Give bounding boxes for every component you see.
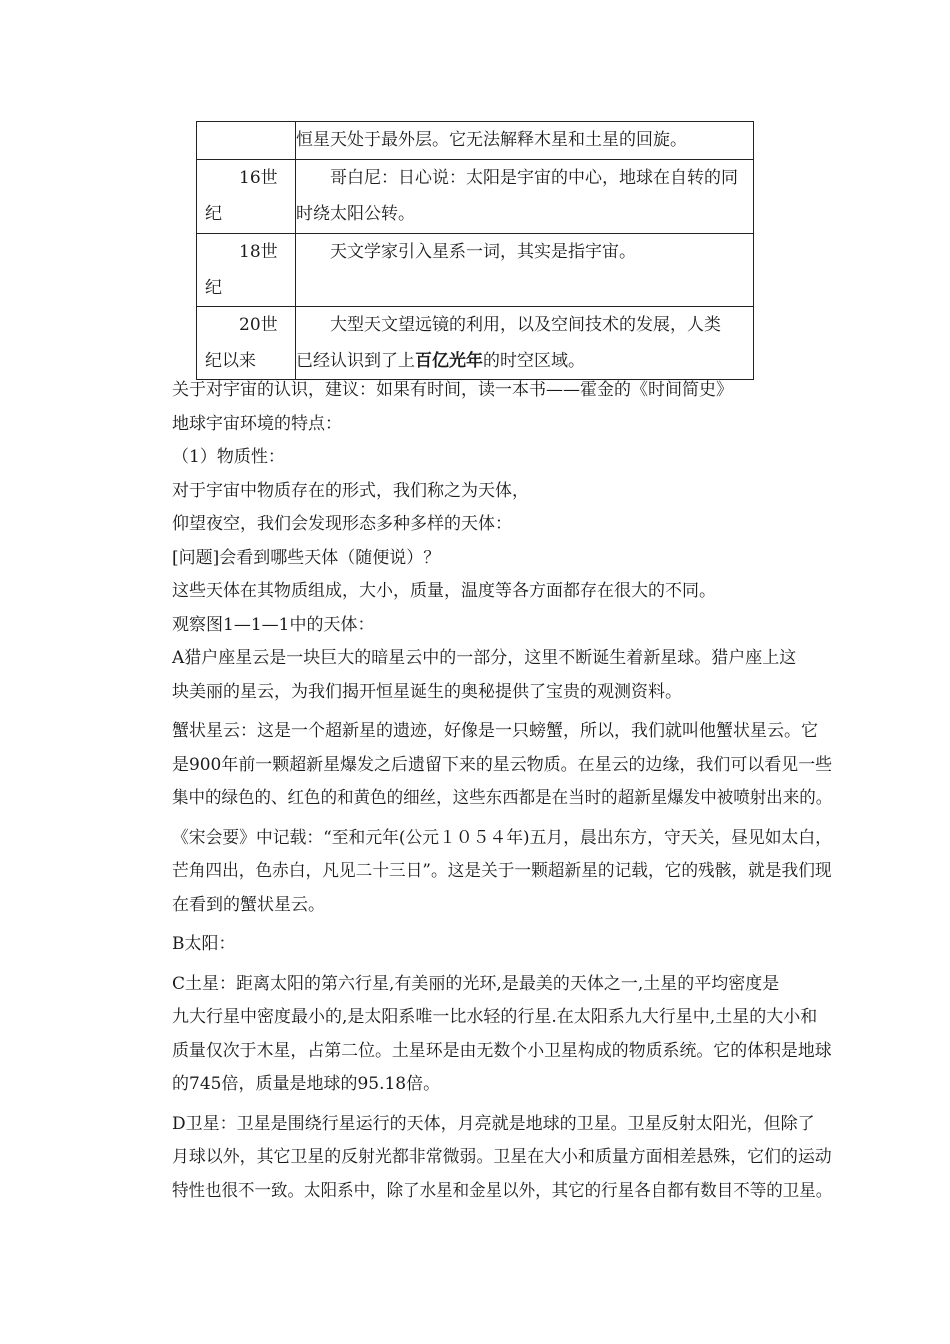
description-text: 哥白尼：日心说：太阳是宇宙的中心，地球在自转的同 [330,168,738,188]
paragraph: 在看到的蟹状星云。 [172,894,325,915]
paragraph: [问题]会看到哪些天体（随便说）？ [172,547,441,568]
table-row [197,307,754,380]
table-row [197,122,754,160]
era-line2: 纪 [205,278,222,298]
description-cell [296,307,754,380]
paragraph: 这些天体在其物质组成，大小，质量，温度等各方面都存在很大的不同。 [172,581,716,601]
paragraph: 仰望夜空，我们会发现形态多种多样的天体： [172,514,512,534]
paragraph: 地球宇宙环境的特点： [172,413,342,434]
paragraph: B太阳： [172,934,236,954]
era-line1: 16世 [239,168,278,188]
era-cell [197,234,296,307]
era-cell [197,122,296,160]
paragraph: 质量仅次于木星，占第二位。土星环是由无数个小卫星构成的物质系统。它的体积是地球 [172,1040,832,1061]
paragraph: 月球以外，其它卫星的反射光都非常微弱。卫星在大小和质量方面相差悬殊，它们的运动 [172,1147,832,1167]
description-text: 时绕太阳公转。 [296,204,415,224]
era-line2: 纪以来 [205,351,256,371]
description-text: 恒星天处于最外层。它无法解释木星和土星的回旋。 [296,130,687,150]
description-text: 的时空区域。 [483,351,585,371]
paragraph: 的745倍，质量是地球的95.18倍。 [172,1074,441,1094]
paragraph: 关于对宇宙的认识，建议：如果有时间，读一本书——霍金的《时间简史》 [172,380,733,400]
emphasis-text: 百亿光年 [415,351,483,371]
paragraph: A猎户座星云是一块巨大的暗星云中的一部分，这里不断诞生着新星球。猎户座上这 [172,648,797,668]
paragraph: C土星：距离太阳的第六行星,有美丽的光环,是最美的天体之一,土星的平均密度是 [172,973,780,994]
era-line1: 18世 [239,242,278,262]
paragraph: 对于宇宙中物质存在的形式，我们称之为天体， [172,480,529,501]
table-row [197,160,754,234]
paragraph: 是900年前一颗超新星爆发之后遗留下来的星云物质。在星云的边缘，我们可以看见一些 [172,754,833,775]
description-cell [296,122,754,160]
paragraph: 特性也很不一致。太阳系中，除了水星和金星以外，其它的行星各自都有数目不等的卫星。 [172,1180,833,1201]
astronomy-history-table [196,121,754,380]
paragraph: 集中的绿色的、红色的和黄色的细丝，这些东西都是在当时的超新星爆发中被喷射出来的。 [172,788,833,808]
description-text: 天文学家引入星系一词，其实是指宇宙。 [330,242,636,262]
era-line1: 20世 [239,315,278,335]
table-row [197,234,754,307]
era-cell [197,307,296,380]
paragraph: 蟹状星云：这是一个超新星的遗迹，好像是一只螃蟹，所以，我们就叫他蟹状星云。它 [172,721,818,741]
description-cell [296,234,754,307]
paragraph: D卫星：卫星是围绕行星运行的天体，月亮就是地球的卫星。卫星反射太阳光，但除了 [172,1113,815,1134]
era-cell [197,160,296,234]
description-text: 已经认识到了上 [296,351,415,371]
paragraph: 块美丽的星云，为我们揭开恒星诞生的奥秘提供了宝贵的观测资料。 [172,681,682,702]
era-line2: 纪 [205,204,222,224]
paragraph: （1）物质性： [172,447,285,467]
paragraph: 芒角四出，色赤白，凡见二十三日”。这是关于一颗超新星的记载，它的残骸，就是我们现 [172,861,832,881]
paragraph: 九大行星中密度最小的,是太阳系唯一比水轻的行星.在太阳系九大行星中,土星的大小和 [172,1007,818,1027]
description-cell [296,160,754,234]
description-text: 大型天文望远镜的利用，以及空间技术的发展，人类 [330,315,721,335]
paragraph: 观察图1—1—1中的天体： [172,614,375,635]
paragraph: 《宋会要》中记载：“至和元年(公元１０５４年)五月，晨出东方，守天关，昼见如太白， [172,827,832,848]
body-text [172,374,833,1208]
